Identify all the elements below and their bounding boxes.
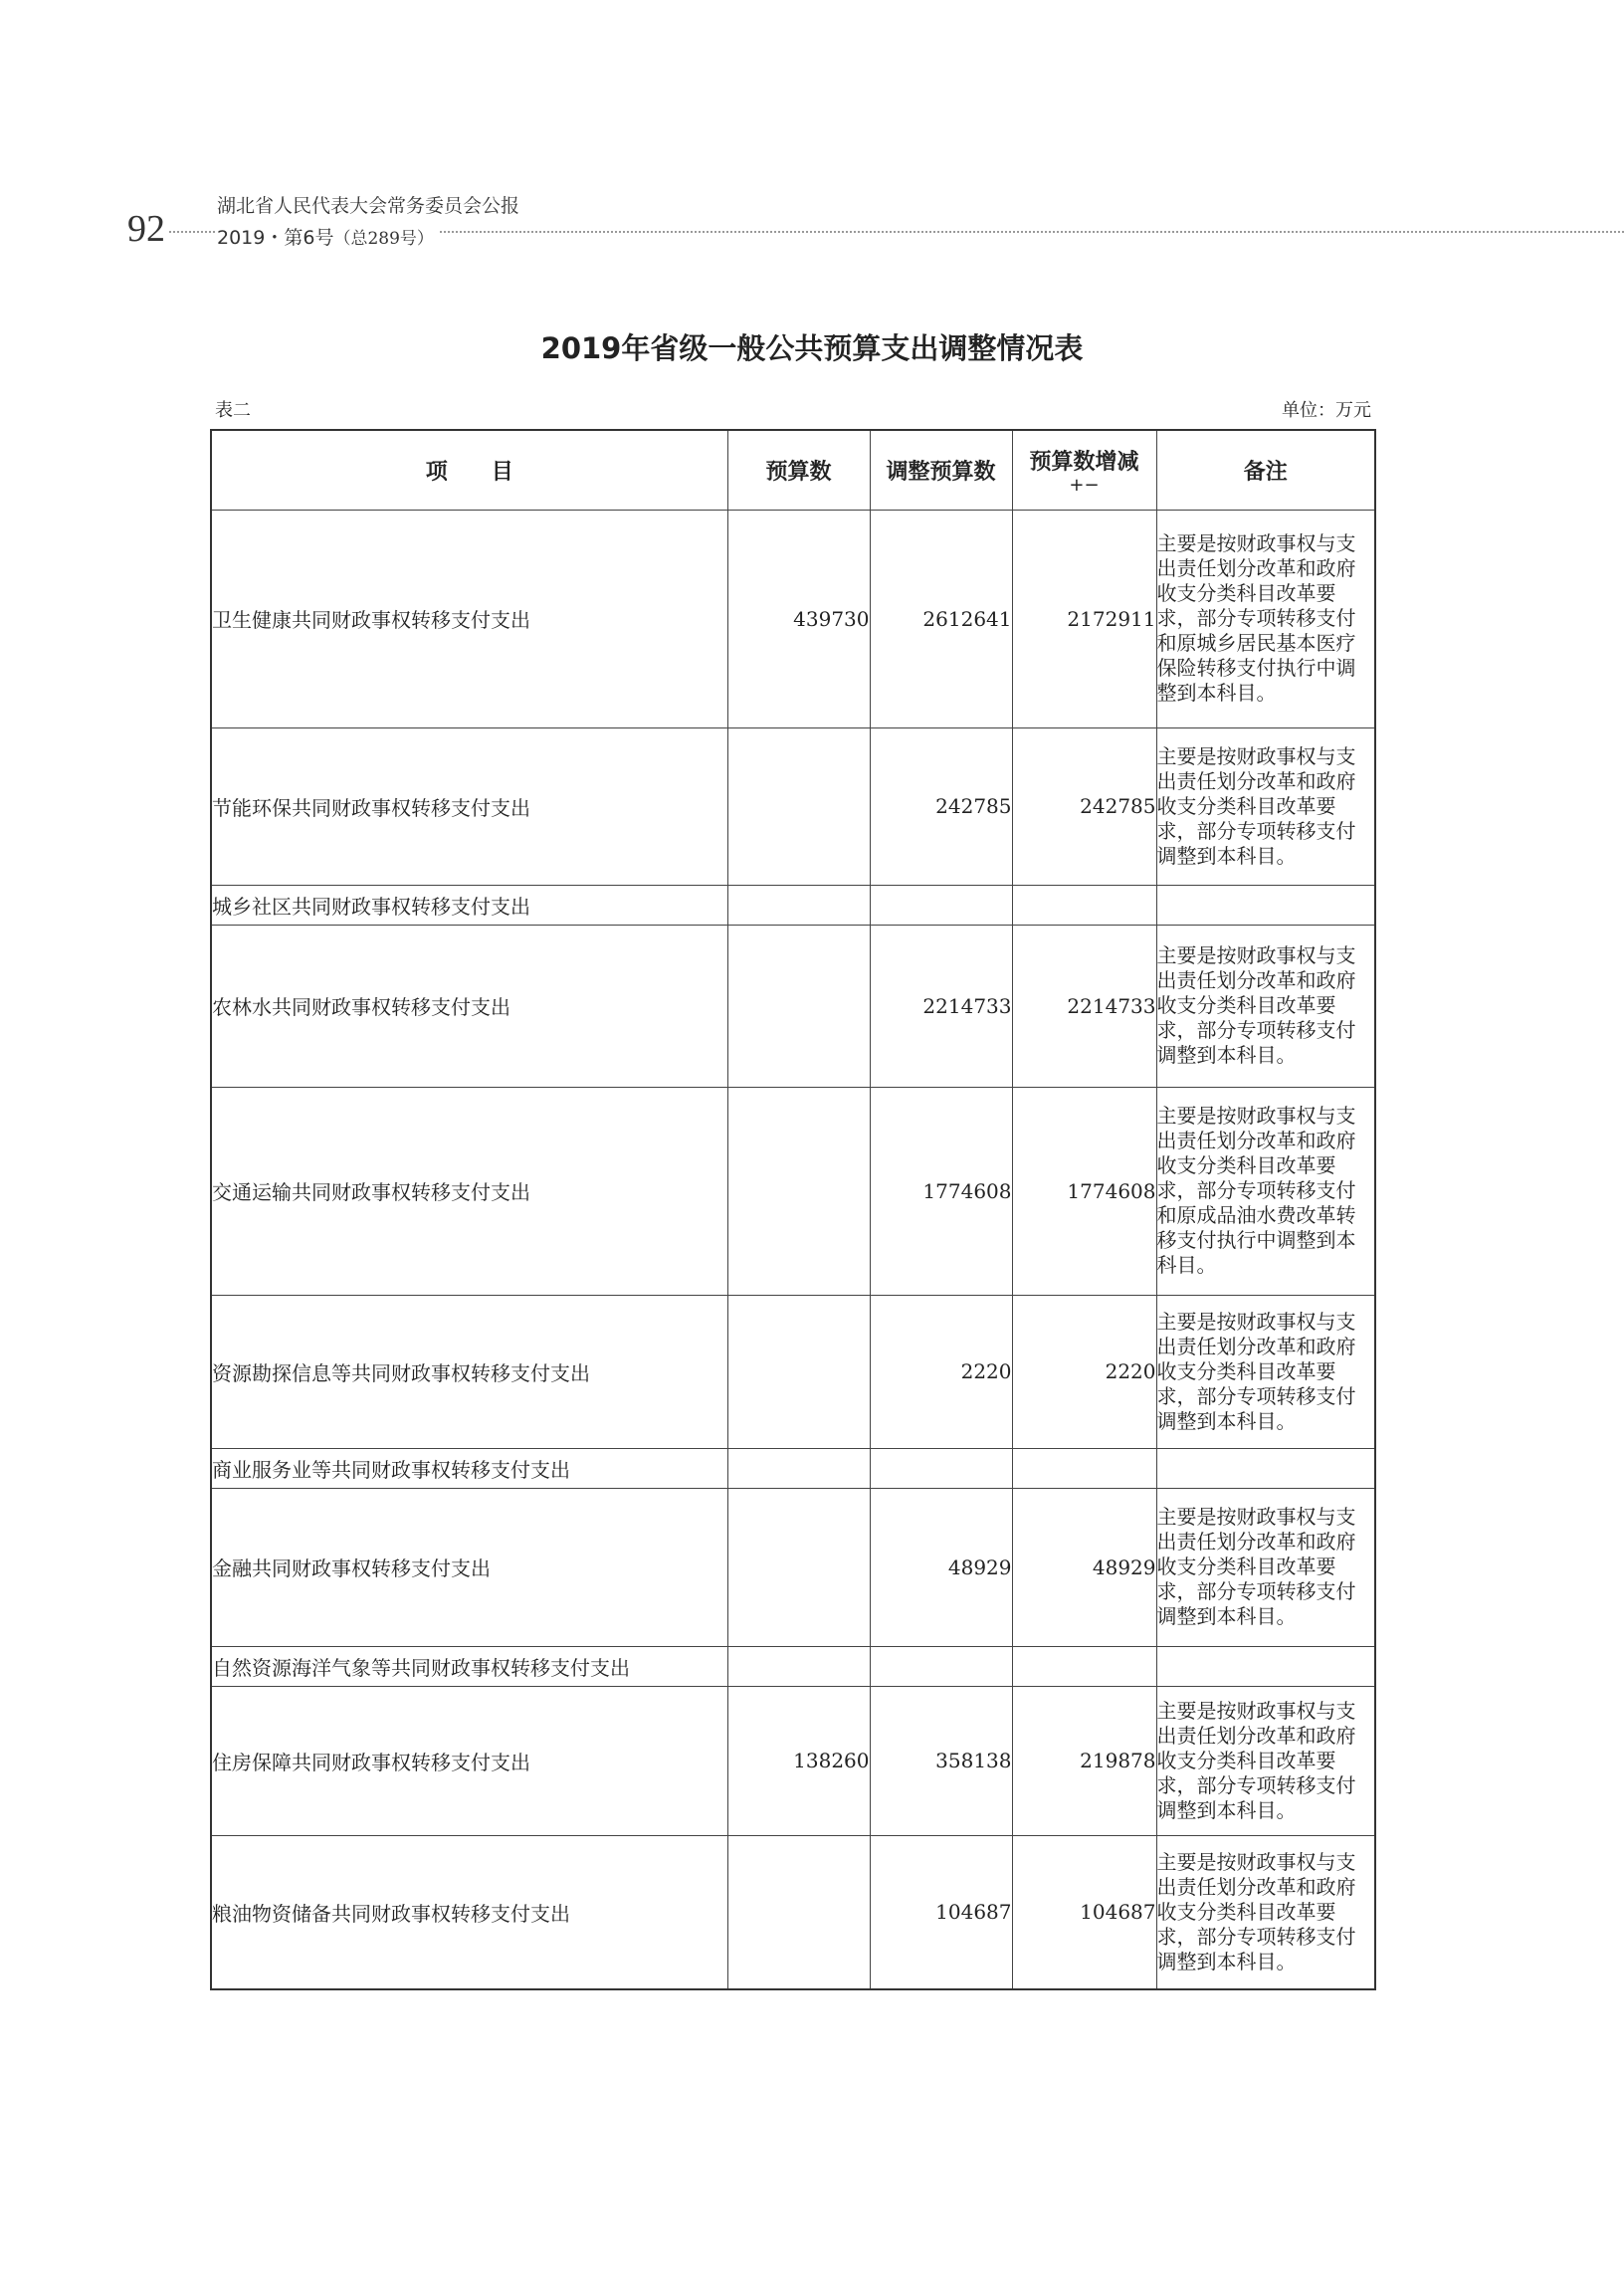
table-row	[211, 1686, 1375, 1835]
row-adjusted: 2214733	[870, 925, 1012, 1087]
row-change	[1012, 885, 1156, 925]
row-note: 主要是按财政事权与支出责任划分改革和政府收支分类科目改革要求，部分专项转移支付调整到本科目。	[1156, 727, 1375, 885]
row-note	[1156, 1646, 1375, 1686]
table-row	[211, 510, 1375, 727]
page-header	[0, 189, 1624, 249]
table-row	[211, 1646, 1375, 1686]
row-note: 主要是按财政事权与支出责任划分改革和政府收支分类科目改革要求，部分专项转移支付和原成品油水费改革转移支付执行中调整到本科目。	[1156, 1087, 1375, 1295]
row-note: 主要是按财政事权与支出责任划分改革和政府收支分类科目改革要求，部分专项转移支付调整到本科目。	[1156, 1488, 1375, 1646]
row-change: 2214733	[1012, 925, 1156, 1087]
row-budget	[727, 1295, 870, 1448]
row-note	[1156, 1448, 1375, 1488]
row-budget	[727, 1087, 870, 1295]
table-row	[211, 1448, 1375, 1488]
row-item: 商业服务业等共同财政事权转移支付支出	[211, 1448, 727, 1488]
col-header-change-label: 预算数增减	[1029, 449, 1139, 475]
table-header-row	[211, 430, 1375, 510]
row-adjusted: 104687	[870, 1835, 1012, 1989]
row-item: 农林水共同财政事权转移支付支出	[211, 925, 727, 1087]
table-row	[211, 1835, 1375, 1989]
row-adjusted: 1774608	[870, 1087, 1012, 1295]
row-adjusted	[870, 1448, 1012, 1488]
row-item: 粮油物资储备共同财政事权转移支付支出	[211, 1835, 727, 1989]
col-header-item: 项 目	[211, 430, 727, 510]
row-adjusted: 242785	[870, 727, 1012, 885]
row-adjusted: 2220	[870, 1295, 1012, 1448]
table-row	[211, 1488, 1375, 1646]
row-note: 主要是按财政事权与支出责任划分改革和政府收支分类科目改革要求，部分专项转移支付和原城乡居民基本医疗保险转移支付执行中调整到本科目。	[1156, 510, 1375, 727]
table-row	[211, 727, 1375, 885]
row-item: 卫生健康共同财政事权转移支付支出	[211, 510, 727, 727]
row-change: 2220	[1012, 1295, 1156, 1448]
row-item: 资源勘探信息等共同财政事权转移支付支出	[211, 1295, 727, 1448]
row-item: 住房保障共同财政事权转移支付支出	[211, 1686, 727, 1835]
row-item: 交通运输共同财政事权转移支付支出	[211, 1087, 727, 1295]
row-note	[1156, 885, 1375, 925]
row-budget	[727, 1835, 870, 1989]
table-label: 表二	[215, 400, 251, 421]
col-header-adjusted: 调整预算数	[870, 430, 1012, 510]
unit-label: 单位：万元	[1282, 400, 1371, 421]
row-change: 48929	[1012, 1488, 1156, 1646]
row-note: 主要是按财政事权与支出责任划分改革和政府收支分类科目改革要求，部分专项转移支付调整到本科目。	[1156, 1295, 1375, 1448]
row-change: 219878	[1012, 1686, 1156, 1835]
row-item: 节能环保共同财政事权转移支付支出	[211, 727, 727, 885]
row-change: 104687	[1012, 1835, 1156, 1989]
table-row	[211, 925, 1375, 1087]
table-body	[211, 510, 1375, 1989]
row-item: 自然资源海洋气象等共同财政事权转移支付支出	[211, 1646, 727, 1686]
row-budget	[727, 727, 870, 885]
col-header-budget: 预算数	[727, 430, 870, 510]
row-budget	[727, 1488, 870, 1646]
page-title: 2019年省级一般公共预算支出调整情况表	[540, 331, 1084, 365]
row-budget	[727, 885, 870, 925]
budget-adjustment-table	[210, 429, 1376, 1990]
row-adjusted: 358138	[870, 1686, 1012, 1835]
row-change	[1012, 1448, 1156, 1488]
row-change: 2172911	[1012, 510, 1156, 727]
row-adjusted	[870, 1646, 1012, 1686]
col-header-change	[1012, 430, 1156, 510]
row-budget: 439730	[727, 510, 870, 727]
row-item: 金融共同财政事权转移支付支出	[211, 1488, 727, 1646]
issue-line	[217, 223, 440, 250]
table-row	[211, 1295, 1375, 1448]
row-note: 主要是按财政事权与支出责任划分改革和政府收支分类科目改革要求，部分专项转移支付调整到本科目。	[1156, 1835, 1375, 1989]
row-change	[1012, 1646, 1156, 1686]
row-budget	[727, 925, 870, 1087]
row-item: 城乡社区共同财政事权转移支付支出	[211, 885, 727, 925]
row-adjusted: 2612641	[870, 510, 1012, 727]
row-budget: 138260	[727, 1686, 870, 1835]
journal-name: 湖北省人民代表大会常务委员会公报	[217, 195, 520, 217]
col-header-change-sign: +−	[1069, 474, 1100, 496]
issue-number: 2019・第6号	[217, 227, 334, 249]
row-change: 1774608	[1012, 1087, 1156, 1295]
row-budget	[727, 1448, 870, 1488]
table-row	[211, 885, 1375, 925]
row-budget	[727, 1646, 870, 1686]
row-note: 主要是按财政事权与支出责任划分改革和政府收支分类科目改革要求，部分专项转移支付调整到本科目。	[1156, 925, 1375, 1087]
table-row	[211, 1087, 1375, 1295]
row-change: 242785	[1012, 727, 1156, 885]
issue-total: （总289号）	[333, 229, 434, 249]
page-number: 92	[127, 208, 165, 250]
row-adjusted: 48929	[870, 1488, 1012, 1646]
col-header-note: 备注	[1156, 430, 1375, 510]
row-adjusted	[870, 885, 1012, 925]
row-note: 主要是按财政事权与支出责任划分改革和政府收支分类科目改革要求，部分专项转移支付调整到本科目。	[1156, 1686, 1375, 1835]
